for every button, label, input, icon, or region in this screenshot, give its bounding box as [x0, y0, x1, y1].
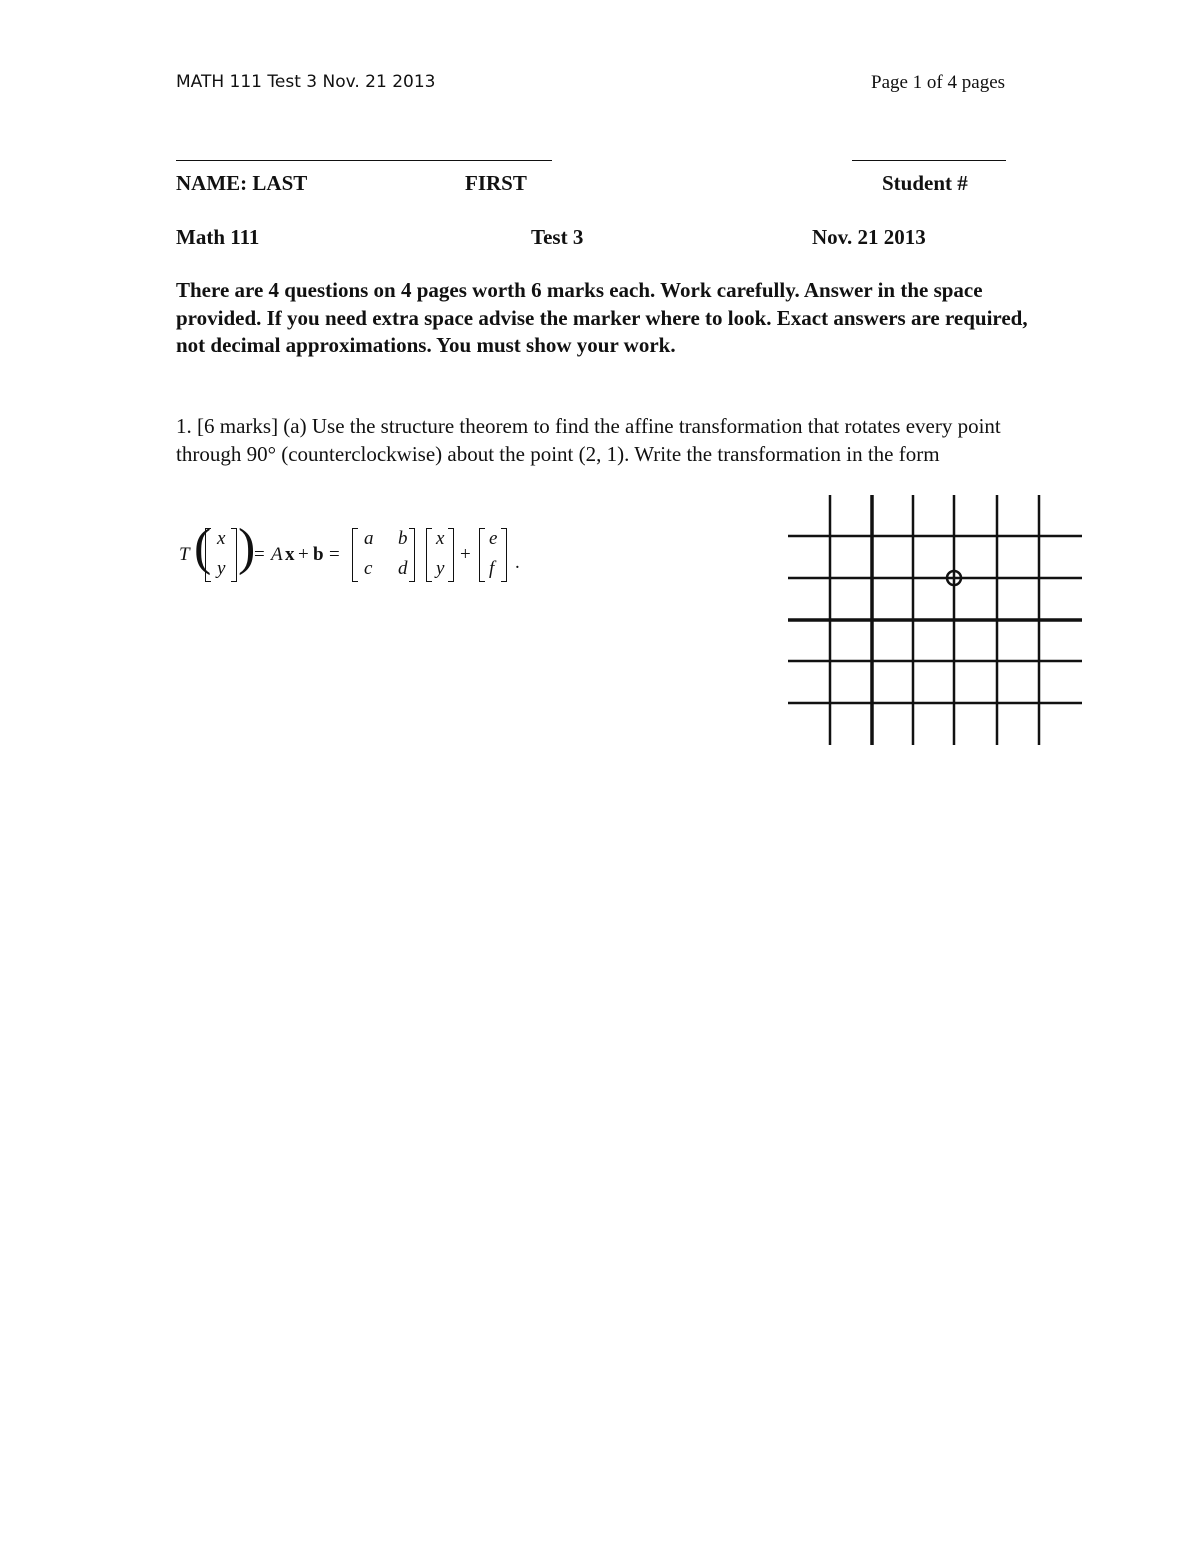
date-label: Nov. 21 2013: [812, 225, 926, 249]
ef-left-bracket: [479, 528, 485, 582]
xy-y: y: [436, 558, 445, 579]
xy-x: x: [436, 528, 445, 549]
student-number-blank-line: [852, 160, 1006, 161]
formula-vec-left-bracket: [205, 528, 211, 582]
formula-A: A: [271, 544, 283, 565]
test-label: Test 3: [531, 225, 584, 249]
header-right: Page 1 of 4 pages: [871, 72, 1006, 93]
xy-right-bracket: [448, 528, 454, 582]
formula-y: y: [217, 558, 226, 579]
formula-x: x: [217, 528, 226, 549]
vector-e: e: [489, 528, 498, 549]
formula-period: .: [515, 552, 520, 573]
name-last-label: NAME: LAST: [176, 171, 308, 195]
coordinate-grid: [780, 490, 1090, 750]
vector-f: f: [489, 558, 495, 579]
formula-plus-1: +: [298, 544, 309, 565]
matrix-a: a: [364, 528, 374, 549]
ef-right-bracket: [501, 528, 507, 582]
xy-left-bracket: [426, 528, 432, 582]
matrix-left-bracket: [352, 528, 358, 582]
formula-vec-right-bracket: [231, 528, 237, 582]
formula-x-bold: x: [285, 544, 295, 565]
formula-open-paren: (: [194, 519, 212, 576]
formula-equals-2: =: [329, 544, 340, 565]
header-left: MATH 111 Test 3 Nov. 21 2013: [176, 72, 436, 92]
formula-close-paren: ): [238, 519, 256, 576]
formula-T: T: [179, 544, 190, 565]
student-number-label: Student #: [882, 171, 968, 195]
name-blank-line: [176, 160, 552, 161]
name-first-label: FIRST: [465, 171, 527, 195]
matrix-right-bracket: [409, 528, 415, 582]
formula-b-bold: b: [313, 544, 324, 565]
affine-formula: [176, 520, 536, 590]
matrix-b: b: [398, 528, 408, 549]
matrix-c: c: [364, 558, 373, 579]
formula-equals-1: =: [254, 544, 265, 565]
formula-plus-2: +: [460, 544, 471, 565]
question-1-text: 1. [6 marks] (a) Use the structure theorem to find the affine transformation that rotates every point through 90° (counterclockwise) about the point (2, 1). Write the transformation in the form: [176, 414, 1001, 466]
course-label: Math 111: [176, 225, 260, 249]
instructions-paragraph: There are 4 questions on 4 pages worth 6 marks each. Work carefully. Answer in the space provided. If you need extra space advise the marker where to look. Exact answers are required, not decimal approximations. You must show your work.: [176, 278, 1028, 357]
matrix-d: d: [398, 558, 408, 579]
